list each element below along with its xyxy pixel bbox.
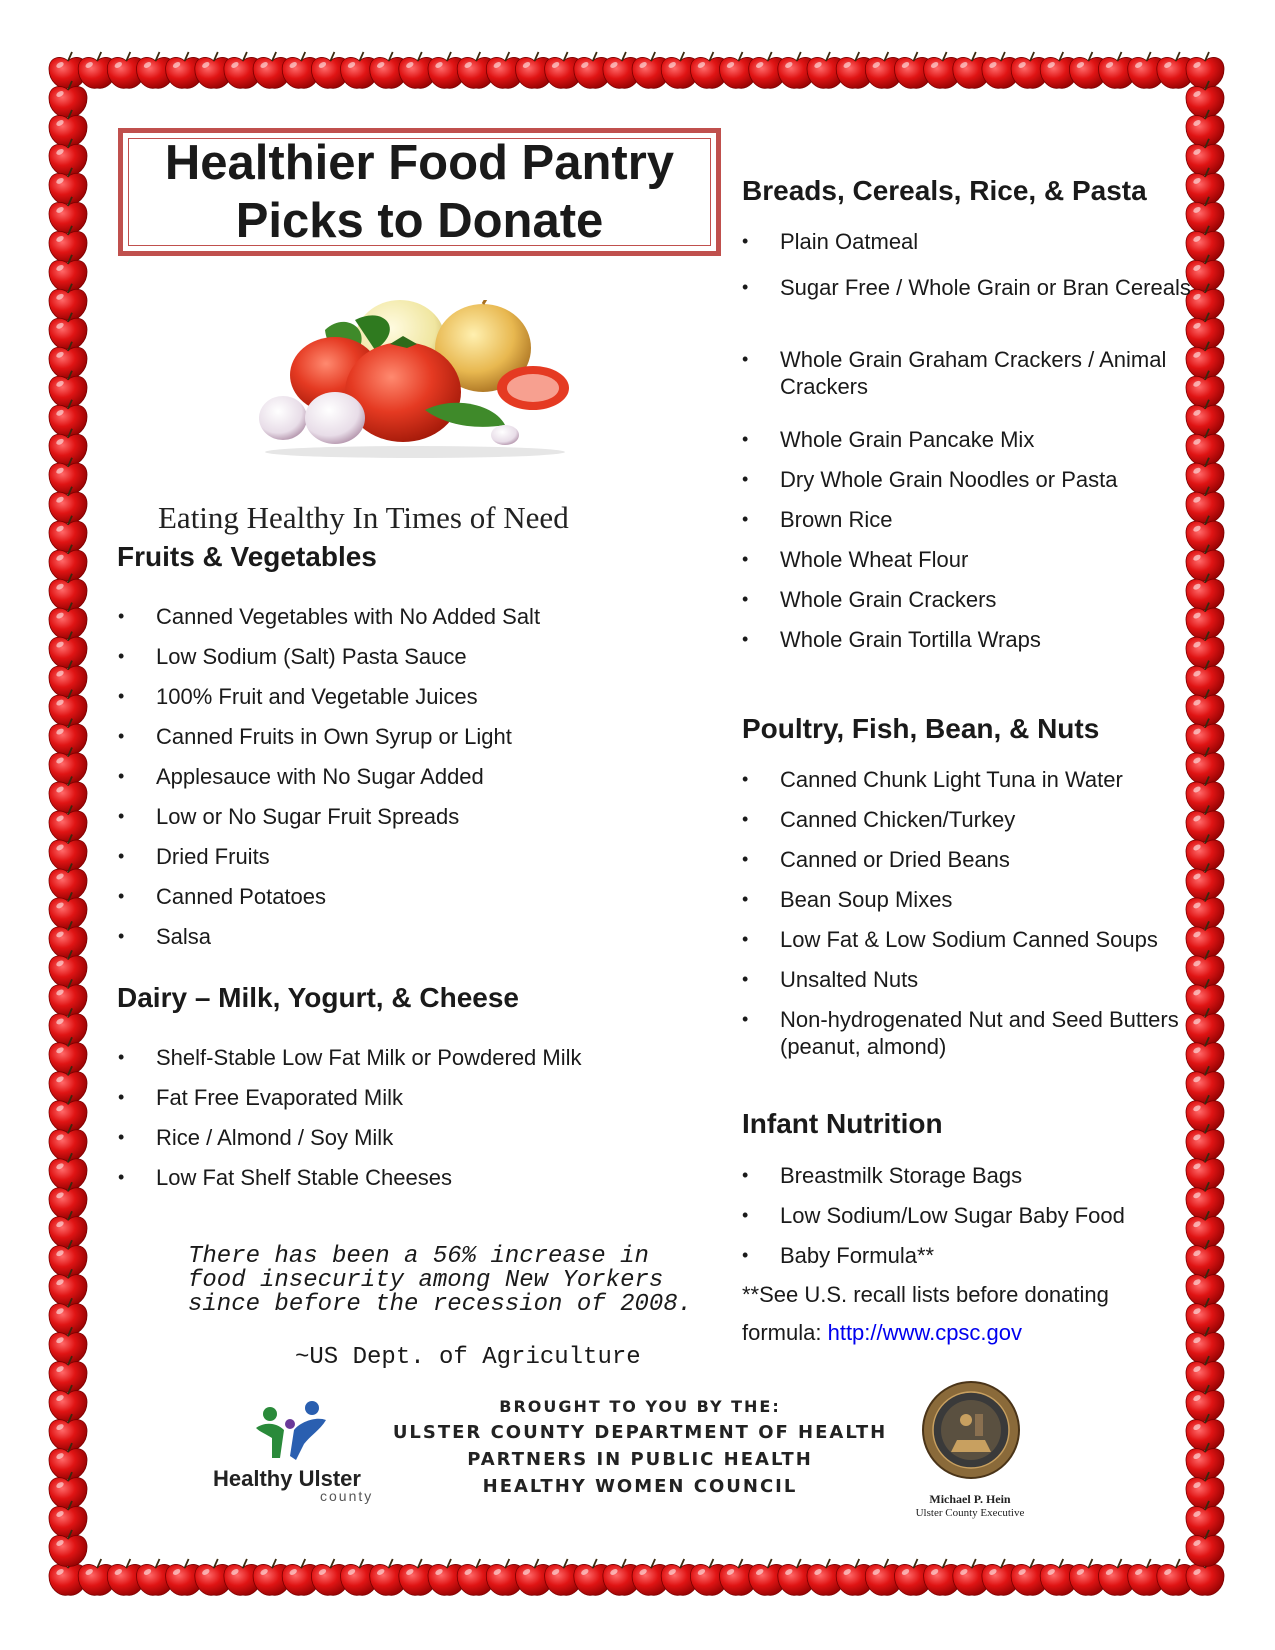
list-item: • Whole Grain Graham Crackers / Animal Crackers xyxy=(742,347,1167,399)
bullet-icon: • xyxy=(742,809,749,829)
bullet-icon: • xyxy=(742,889,749,909)
healthy-ulster-logo-text: Healthy Ulster xyxy=(213,1466,361,1491)
bullet-icon: • xyxy=(742,469,749,489)
bullet-icon: • xyxy=(742,969,749,989)
list-item: • Fat Free Evaporated Milk xyxy=(118,1085,403,1110)
bullet-icon: • xyxy=(118,1087,125,1107)
bullet-icon: • xyxy=(742,629,749,649)
list-item: • Baby Formula** xyxy=(742,1243,935,1268)
healthy-ulster-logo-sub: county xyxy=(320,1488,374,1504)
quote-text: There has been a 56% increase in food insecurity among New Yorkers since before the recession of 2008. xyxy=(188,1243,693,1318)
bullet-icon: • xyxy=(742,929,749,949)
list-item: • Canned or Dried Beans xyxy=(742,847,1010,872)
infant-list xyxy=(742,1162,1182,1282)
list-item: • Dry Whole Grain Noodles or Pasta xyxy=(742,467,1118,492)
list-item: • Low Sodium (Salt) Pasta Sauce xyxy=(118,644,467,669)
list-item: • Salsa xyxy=(118,924,212,949)
bullet-icon: • xyxy=(118,606,125,626)
apple-icon xyxy=(1186,52,1224,88)
bullet-icon: • xyxy=(742,349,749,369)
list-item: • Unsalted Nuts xyxy=(742,967,919,992)
title-box xyxy=(118,128,721,256)
list-item: • Non-hydrogenated Nut and Seed Butters (peanut, almond) xyxy=(742,1007,1179,1059)
list-item: • Canned Fruits in Own Syrup or Light xyxy=(118,724,512,749)
bullet-icon: • xyxy=(742,549,749,569)
footer-partners: PARTNERS IN PUBLIC HEALTH xyxy=(467,1449,813,1470)
list-item: • Sugar Free / Whole Grain or Bran Cereals xyxy=(742,268,1192,346)
list-item: • Low or No Sugar Fruit Spreads xyxy=(118,804,460,829)
list-item: • Canned Vegetables with No Added Salt xyxy=(118,604,541,629)
list-item: • Breastmilk Storage Bags xyxy=(742,1163,1023,1188)
bullet-icon: • xyxy=(118,1127,125,1147)
formula-note-line2: formula: http://www.cpsc.gov xyxy=(742,1320,1023,1345)
list-item: • Canned Chicken/Turkey xyxy=(742,807,1016,832)
bullet-icon: • xyxy=(742,509,749,529)
list-item: • Whole Grain Tortilla Wraps xyxy=(742,627,1041,652)
list-item: • Bean Soup Mixes xyxy=(742,887,953,912)
poultry-heading: Poultry, Fish, Bean, & Nuts xyxy=(742,713,1100,744)
list-item: • Plain Oatmeal xyxy=(742,229,919,254)
garlic-icon xyxy=(259,396,307,440)
title-line-1: Healthier Food Pantry xyxy=(164,136,675,190)
bullet-icon: • xyxy=(118,686,125,706)
list-item: • Whole Wheat Flour xyxy=(742,547,969,572)
tagline: Eating Healthy In Times of Need xyxy=(158,500,569,535)
ulster-county-seal-icon xyxy=(921,1380,1021,1480)
footer-dept: ULSTER COUNTY DEPARTMENT OF HEALTH xyxy=(392,1422,888,1443)
list-item: • Brown Rice xyxy=(742,507,893,532)
breads-list xyxy=(742,228,1192,666)
cpsc-link[interactable]: http://www.cpsc.gov xyxy=(827,1320,1023,1345)
fruits-vegetables-heading: Fruits & Vegetables xyxy=(117,541,377,572)
formula-note: **See U.S. recall lists before donating xyxy=(742,1282,1109,1307)
list-item: • 100% Fruit and Vegetable Juices xyxy=(118,684,478,709)
bullet-icon: • xyxy=(118,726,125,746)
list-item: • Canned Potatoes xyxy=(118,884,327,909)
list-item: • Dried Fruits xyxy=(118,844,270,869)
list-item: • Applesauce with No Sugar Added xyxy=(118,764,484,789)
list-item: • Canned Chunk Light Tuna in Water xyxy=(742,767,1123,792)
bullet-icon: • xyxy=(118,886,125,906)
title-line-2: Picks to Donate xyxy=(235,194,604,248)
poultry-list xyxy=(742,766,1182,1084)
bullet-icon: • xyxy=(118,806,125,826)
infant-heading: Infant Nutrition xyxy=(742,1108,943,1139)
bullet-icon: • xyxy=(118,646,125,666)
bullet-icon: • xyxy=(742,231,749,251)
bullet-icon: • xyxy=(742,849,749,869)
fruits-vegetables-list xyxy=(118,603,638,963)
bullet-icon: • xyxy=(742,1245,749,1265)
bullet-icon: • xyxy=(118,926,125,946)
bullet-icon: • xyxy=(742,1009,749,1029)
bullet-icon: • xyxy=(742,429,749,449)
list-item: • Whole Grain Pancake Mix xyxy=(742,427,1035,452)
bullet-icon: • xyxy=(742,589,749,609)
bullet-icon: • xyxy=(118,766,125,786)
list-item: • Low Fat Shelf Stable Cheeses xyxy=(118,1165,452,1190)
list-item: • Whole Grain Crackers xyxy=(742,587,997,612)
executive-name: Michael P. Hein xyxy=(929,1492,1011,1506)
bullet-icon: • xyxy=(118,1047,125,1067)
list-item: • Shelf-Stable Low Fat Milk or Powdered Milk xyxy=(118,1045,582,1070)
healthy-ulster-logo-icon xyxy=(250,1400,330,1468)
bullet-icon: • xyxy=(742,769,749,789)
bullet-icon: • xyxy=(118,846,125,866)
dairy-heading: Dairy – Milk, Yogurt, & Cheese xyxy=(117,982,519,1013)
list-item: • Low Sodium/Low Sugar Baby Food xyxy=(742,1203,1125,1228)
footer-brought-by: BROUGHT TO YOU BY THE: xyxy=(499,1397,781,1416)
list-item: • Low Fat & Low Sodium Canned Soups xyxy=(742,927,1158,952)
bullet-icon: • xyxy=(118,1167,125,1187)
vegetables-image xyxy=(255,300,595,460)
footer-council: HEALTHY WOMEN COUNCIL xyxy=(482,1476,798,1497)
bullet-icon: • xyxy=(742,277,749,297)
bullet-icon: • xyxy=(742,1205,749,1225)
quote-attribution: ~US Dept. of Agriculture xyxy=(295,1344,641,1371)
executive-title: Ulster County Executive xyxy=(915,1507,1025,1519)
dairy-list xyxy=(118,1044,678,1204)
breads-heading: Breads, Cereals, Rice, & Pasta xyxy=(742,175,1147,206)
bullet-icon: • xyxy=(742,1165,749,1185)
list-item: • Rice / Almond / Soy Milk xyxy=(118,1125,394,1150)
